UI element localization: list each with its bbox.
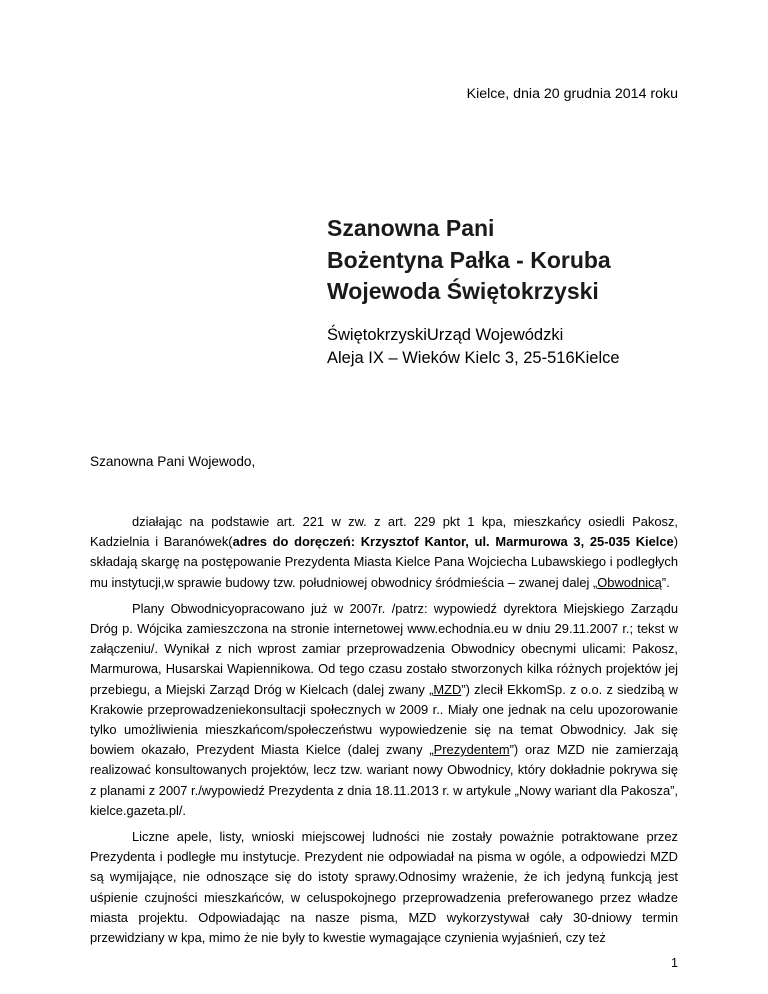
recipient-name: Bożentyna Pałka - Koruba <box>327 246 611 273</box>
p1-term-obwodnica: Obwodnicą <box>597 574 662 590</box>
paragraph-3: Liczne apele, listy, wnioski miejscowej ludności nie zostały poważnie potraktowane przez Prezydenta i podległe mu instytucje. Prezydent nie odpowiadał na pisma w ogóle, a odpowiedzi MZD są wymijające, nie odnoszące się do istoty sprawy.Odnosimy wrażenie, że ich jedyną funkcją jest uśpienie czujności mieszkańców, w celuspokojnego przeprowadzenia preferowanego przez władze miasta projektu. Odpowiadając na nasze pisma, MZD wykorzystywał cały 30-dniowy termin przewidziany w kpa, mimo że nie były to kwestie wymagające czynienia wyjaśnień, czy też <box>90 829 678 946</box>
salutation: Szanowna Pani Wojewodo, <box>90 454 256 469</box>
recipient-title: Wojewoda Świętokrzyski <box>327 278 599 304</box>
p2-term-mzd: MZD <box>433 681 462 697</box>
recipient-block <box>327 213 620 371</box>
recipient-address: Aleja IX – Wieków Kielc 3, 25-516Kielce <box>327 349 620 367</box>
p1-text-b: ) składają skargę na postępowanie Prezydenta Miasta Kielce Pana Wojciecha Lubawskiego i podległych mu instytucji,w sprawie budowy tzw. południowej obwodnicy śródmieścia – zwanej dalej „ <box>90 534 678 590</box>
p2-term-prezydent: Prezydentem <box>433 742 510 758</box>
p2-text-c: ”) oraz MZD nie zamierzają realizować konsultowanych projektów, lecz tzw. wariant nowy Obwodnicy, który dokładnie pokrywa się z planami z 2007 r./wypowiedź Prezydenta z dnia 18.11.2013 r. w artykule „Nowy wariant dla Pakosza”, kielce.gazeta.pl/. <box>90 742 679 818</box>
p2-text-a: Plany Obwodnicyopracowano już w 2007r. /patrz: wypowiedź dyrektora Miejskiego Zarządu Dróg p. Wójcika zamieszczona na stronie internetowej www.echodnia.eu w dniu 29.11.2007 r.; tekst w załączeniu/. Wynikał z nich wprost zamiar przeprowadzenia Obwodnicy obecnymi ulicami: Pakosz, Marmurowa, Husarskai Wapiennikowa. Od tego czasu zostało stworzonych kilka różnych projektów jej przebiegu, a Miejski Zarząd Dróg w Kielcach (dalej zwany „ <box>90 600 678 697</box>
recipient-greeting: Szanowna Pani <box>327 215 495 241</box>
recipient-office: ŚwiętokrzyskiUrząd Wojewódzki <box>327 325 564 344</box>
paragraph-1 <box>90 512 678 593</box>
paragraph-2 <box>90 599 678 821</box>
letter-body <box>90 512 678 954</box>
p1-text-c: ”. <box>661 574 670 590</box>
p1-delivery-address: adres do doręczeń: Krzysztof Kantor, ul. Marmurowa 3, 25-035 Kielce <box>232 534 674 550</box>
p1-text-a: działając na podstawie art. 221 w zw. z art. 229 pkt 1 kpa, mieszkańcy osiedli Pakosz, Kadzielnia i Baranówek( <box>90 514 678 550</box>
p2-text-b: ”) zlecił EkkomSp. z o.o. z siedzibą w Krakowie przeprowadzeniekonsultacji społecznych w 2009 r.. Miały one jednak na celu upozorowanie tylko umożliwienia mieszkańcom/społeczeństwu wypowiedzenie się na temat Obwodnicy. Jak się bowiem okazało, Prezydent Miasta Kielce (dalej zwany „ <box>90 681 678 758</box>
page-number: 1 <box>671 956 678 970</box>
date-line: Kielce, dnia 20 grudnia 2014 roku <box>466 86 678 102</box>
